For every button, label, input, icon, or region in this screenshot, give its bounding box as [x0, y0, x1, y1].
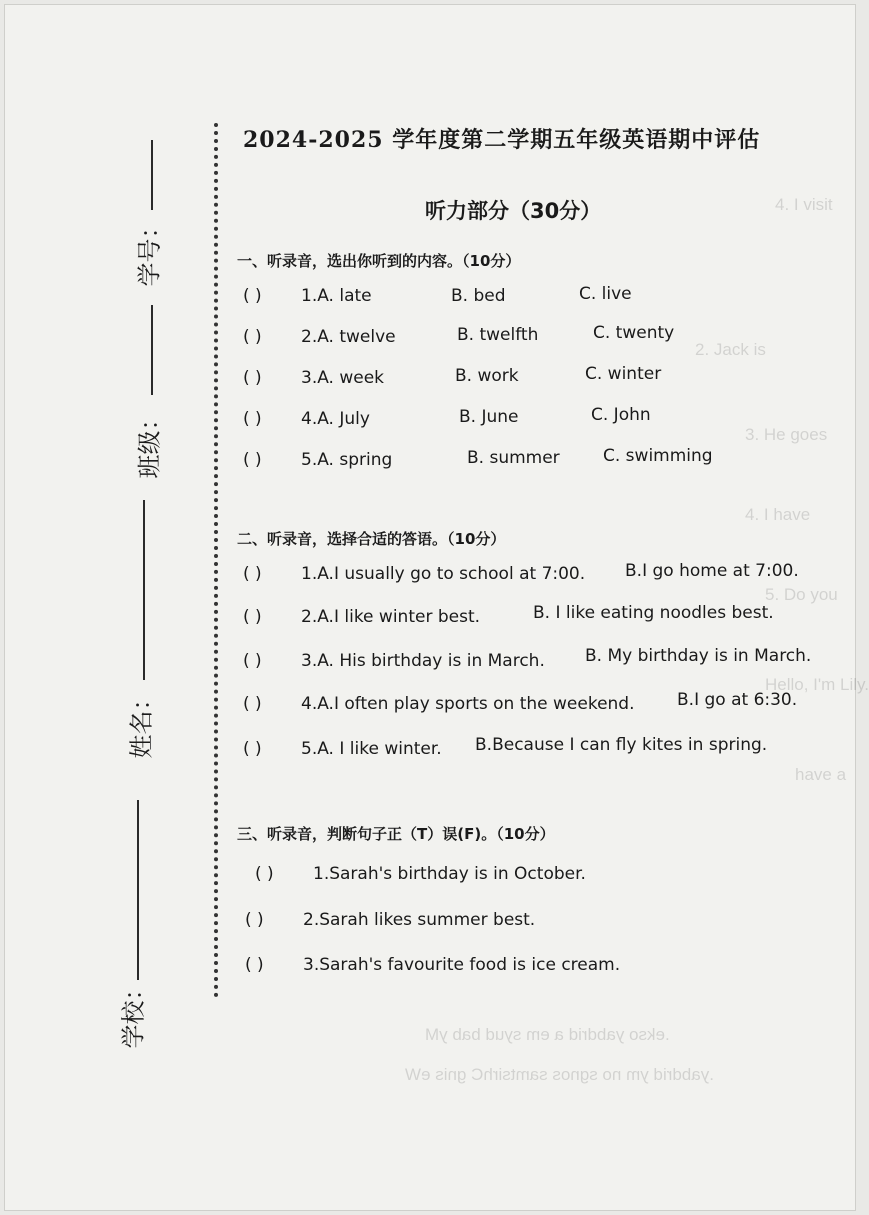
school-label: 学校：	[119, 976, 148, 1049]
s1-item-2-option-b: B. twelfth	[457, 325, 539, 345]
s3-item-2	[245, 910, 535, 930]
bleed-through-text: .yabdrid ym no sgnos samtsirhC gnis eW	[405, 1065, 714, 1084]
bleed-through-text: 3. He goes	[745, 425, 828, 444]
answer-blank[interactable]: ( )	[255, 864, 274, 884]
answer-blank[interactable]: ( )	[243, 607, 262, 627]
answer-blank[interactable]: ( )	[243, 409, 262, 429]
option-a: 2.A. twelve	[301, 327, 396, 347]
s1-item-3	[243, 368, 384, 388]
option-a: 3.A. week	[301, 368, 385, 388]
option-a: 2.A.I like winter best.	[301, 607, 481, 627]
bleed-through-text: 4. I visit	[775, 195, 833, 214]
s2-item-2	[243, 607, 480, 627]
s1-item-2	[243, 327, 396, 347]
binding-dotted-line	[214, 123, 218, 998]
option-a: 5.A. I like winter.	[301, 739, 442, 759]
statement-text: 3.Sarah's favourite food is ice cream.	[303, 955, 621, 975]
bleed-through-text: 4. I have	[745, 505, 811, 524]
answer-blank[interactable]: ( )	[243, 327, 262, 347]
answer-blank[interactable]: ( )	[243, 286, 262, 306]
s2-item-4	[243, 694, 635, 714]
answer-blank[interactable]: ( )	[243, 450, 262, 470]
name-line	[143, 500, 145, 680]
answer-blank[interactable]: ( )	[243, 651, 262, 671]
s1-item-1-option-b: B. bed	[451, 286, 506, 306]
answer-blank[interactable]: ( )	[243, 694, 262, 714]
s2-item-1	[243, 564, 585, 584]
s1-item-4-option-b: B. June	[459, 407, 519, 427]
class-label: 班级：	[135, 406, 164, 479]
s2-item-5	[243, 739, 442, 759]
s2-item-3-option-b: B. My birthday is in March.	[585, 646, 812, 666]
answer-blank[interactable]: ( )	[245, 955, 264, 975]
listening-part-title: 听力部分（30分）	[425, 199, 602, 223]
s2-item-3	[243, 651, 545, 671]
name-label: 姓名：	[127, 686, 156, 759]
school-line	[137, 800, 139, 980]
bleed-through-text: have a	[795, 765, 847, 784]
s1-item-1	[243, 286, 372, 306]
section3-heading: 三、听录音，判断句子正（T）误(F)。（10分）	[237, 825, 555, 843]
s2-item-5-option-b: B.Because I can fly kites in spring.	[475, 735, 768, 755]
s3-item-3	[245, 955, 620, 975]
s1-item-4	[243, 409, 370, 429]
s3-item-1	[255, 864, 586, 884]
section2-heading: 二、听录音，选择合适的答语。（10分）	[237, 530, 506, 548]
exam-title: 2024-2025 学年度第二学期五年级英语期中评估	[243, 127, 761, 153]
s1-item-5	[243, 450, 392, 470]
bleed-through-text: 2. Jack is	[695, 340, 766, 359]
s1-item-5-option-c: C. swimming	[603, 446, 713, 466]
s1-item-4-option-c: C. John	[591, 405, 651, 425]
bleed-through-text: 5. Do you	[765, 585, 838, 604]
answer-blank[interactable]: ( )	[243, 564, 262, 584]
s1-item-2-option-c: C. twenty	[593, 323, 675, 343]
student-id-label: 学号：	[135, 214, 164, 287]
s1-item-1-option-c: C. live	[579, 284, 632, 304]
s2-item-1-option-b: B.I go home at 7:00.	[625, 561, 799, 581]
option-a: 4.A. July	[301, 409, 370, 429]
s1-item-5-option-b: B. summer	[467, 448, 560, 468]
s1-item-3-option-b: B. work	[455, 366, 519, 386]
answer-blank[interactable]: ( )	[243, 739, 262, 759]
statement-text: 1.Sarah's birthday is in October.	[313, 864, 586, 884]
answer-blank[interactable]: ( )	[245, 910, 264, 930]
section1-heading: 一、听录音，选出你听到的内容。（10分）	[237, 252, 521, 270]
option-a: 1.A. late	[301, 286, 372, 306]
bleed-through-text: .ekso yabdrid a em syud bab yM	[425, 1025, 670, 1044]
s2-item-4-option-b: B.I go at 6:30.	[677, 690, 798, 710]
option-a: 1.A.I usually go to school at 7:00.	[301, 564, 586, 584]
class-line	[151, 305, 153, 395]
statement-text: 2.Sarah likes summer best.	[303, 910, 536, 930]
s2-item-2-option-b: B. I like eating noodles best.	[533, 603, 774, 623]
option-a: 3.A. His birthday is in March.	[301, 651, 545, 671]
student-id-line	[151, 140, 153, 210]
exam-page	[4, 4, 869, 1211]
bleed-through-text: Hello, I'm Lily.	[765, 675, 869, 694]
option-a: 4.A.I often play sports on the weekend.	[301, 694, 635, 714]
answer-blank[interactable]: ( )	[243, 368, 262, 388]
option-a: 5.A. spring	[301, 450, 393, 470]
s1-item-3-option-c: C. winter	[585, 364, 662, 384]
